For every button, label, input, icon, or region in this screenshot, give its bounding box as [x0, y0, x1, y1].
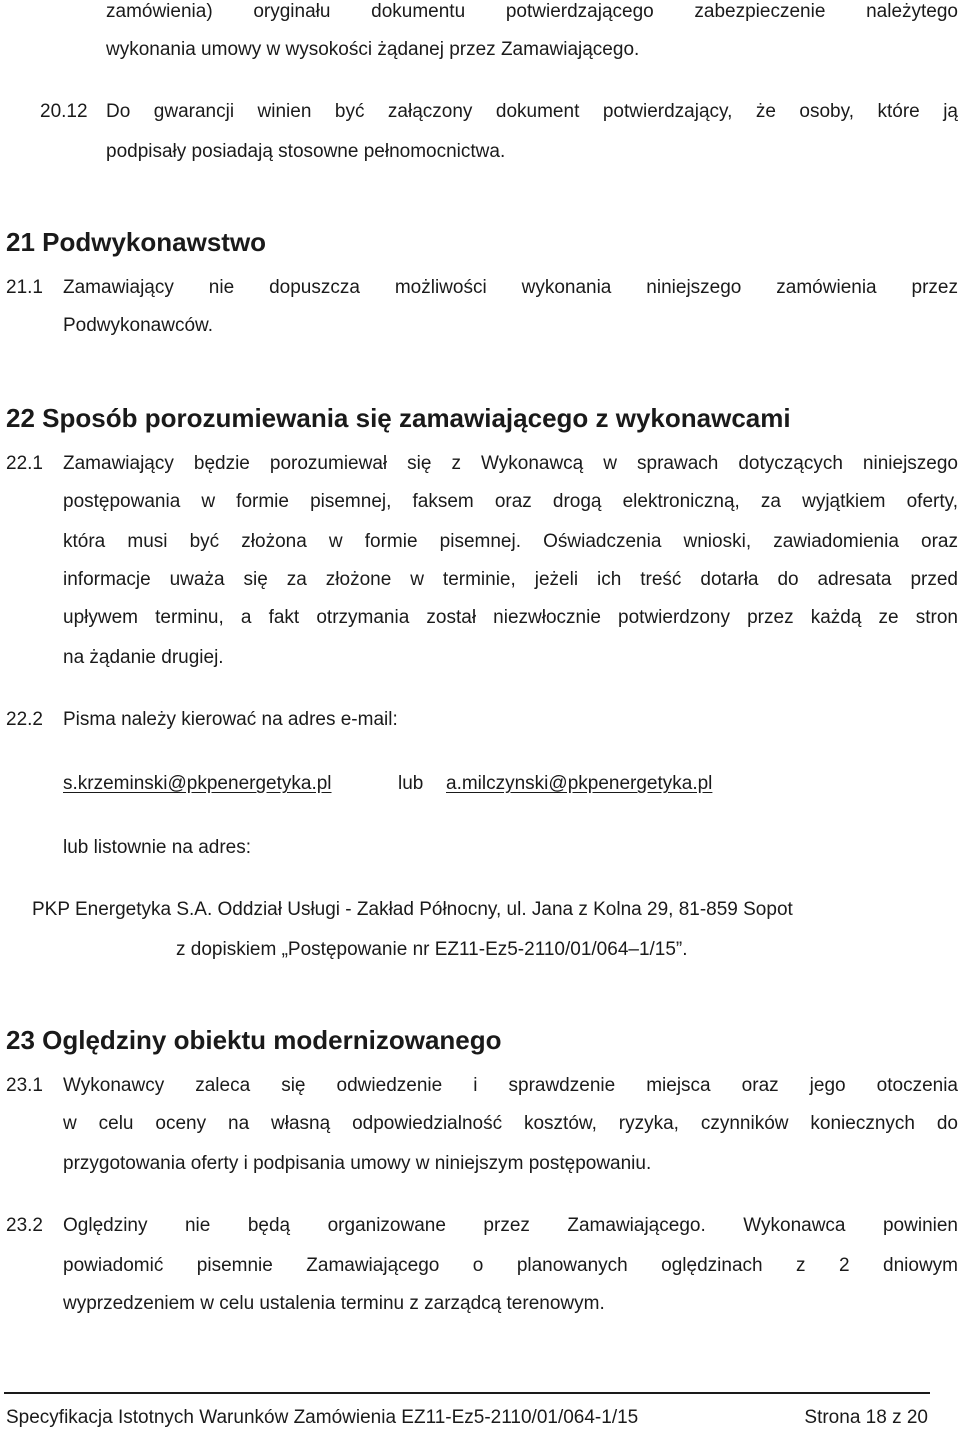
- body-text-line: postępowania w formie pisemnej, faksem oraz drogą elektroniczną, za wyjątkiem oferty,: [63, 491, 958, 512]
- email-link-krzeminski[interactable]: s.krzeminski@pkpenergetyka.pl: [63, 773, 332, 794]
- body-text-line: wyprzedzeniem w celu ustalenia terminu z zarządcą terenowym.: [63, 1293, 605, 1314]
- paragraph-number: 21.1: [6, 277, 43, 298]
- paragraph-number: 20.12: [40, 101, 88, 122]
- footer-document-title: Specyfikacja Istotnych Warunków Zamówienia EZ11-Ez5-2110/01/064-1/15: [6, 1407, 639, 1428]
- body-text-line: Podwykonawców.: [63, 315, 213, 336]
- body-text-line: która musi być złożona w formie pisemnej. Oświadczenia wnioski, zawiadomienia oraz: [63, 531, 958, 552]
- paragraph-number: 23.1: [6, 1075, 43, 1096]
- paragraph-number: 22.1: [6, 453, 43, 474]
- postal-intro: lub listownie na adres:: [63, 837, 251, 858]
- body-text-line: na żądanie drugiej.: [63, 647, 224, 668]
- body-text-line: Zamawiający nie dopuszcza możliwości wykonania niniejszego zamówienia przez: [63, 277, 958, 298]
- body-text-line: powiadomić pisemnie Zamawiającego o planowanych oględzinach z 2 dniowym: [63, 1255, 958, 1276]
- body-text-line: Zamawiający będzie porozumiewał się z Wykonawcą w sprawach dotyczących niniejszego: [63, 453, 958, 474]
- footer-page-number: Strona 18 z 20: [804, 1407, 928, 1428]
- body-text-line: podpisały posiadają stosowne pełnomocnictwa.: [106, 141, 506, 162]
- body-text-line: upływem terminu, a fakt otrzymania został niezwłocznie potwierdzony przez każdą ze stron: [63, 607, 958, 628]
- body-text-line: wykonania umowy w wysokości żądanej przez Zamawiającego.: [106, 39, 640, 60]
- body-text-line: zamówienia) oryginału dokumentu potwierdzającego zabezpieczenie należytego: [106, 1, 958, 22]
- body-text-line: Do gwarancji winien być załączony dokument potwierdzający, że osoby, które ją: [106, 101, 958, 122]
- or-word: lub: [398, 773, 424, 794]
- paragraph-number: 22.2: [6, 709, 43, 730]
- section-heading-23: 23 Oględziny obiektu modernizowanego: [6, 1025, 502, 1055]
- body-text-line: Wykonawcy zaleca się odwiedzenie i sprawdzenie miejsca oraz jego otoczenia: [63, 1075, 958, 1096]
- postal-address: PKP Energetyka S.A. Oddział Usługi - Zakład Północny, ul. Jana z Kolna 29, 81-859 Sopot: [32, 899, 793, 920]
- body-text-line: przygotowania oferty i podpisania umowy w niniejszym postępowaniu.: [63, 1153, 652, 1174]
- address-note: z dopiskiem „Postępowanie nr EZ11-Ez5-2110/01/064–1/15”.: [176, 939, 688, 960]
- section-heading-22: 22 Sposób porozumiewania się zamawiającego z wykonawcami: [6, 403, 791, 433]
- email-link-milczynski[interactable]: a.milczynski@pkpenergetyka.pl: [446, 773, 713, 794]
- footer-divider: [4, 1392, 930, 1394]
- body-text-line: w celu oceny na własną odpowiedzialność kosztów, ryzyka, czynników koniecznych do: [63, 1113, 958, 1134]
- body-text-line: Pisma należy kierować na adres e-mail:: [63, 709, 398, 730]
- paragraph-number: 23.2: [6, 1215, 43, 1236]
- body-text-line: informacje uważa się za złożone w terminie, jeżeli ich treść dotarła do adresata przed: [63, 569, 958, 590]
- section-heading-21: 21 Podwykonawstwo: [6, 227, 267, 257]
- body-text-line: Oględziny nie będą organizowane przez Zamawiającego. Wykonawca powinien: [63, 1215, 958, 1236]
